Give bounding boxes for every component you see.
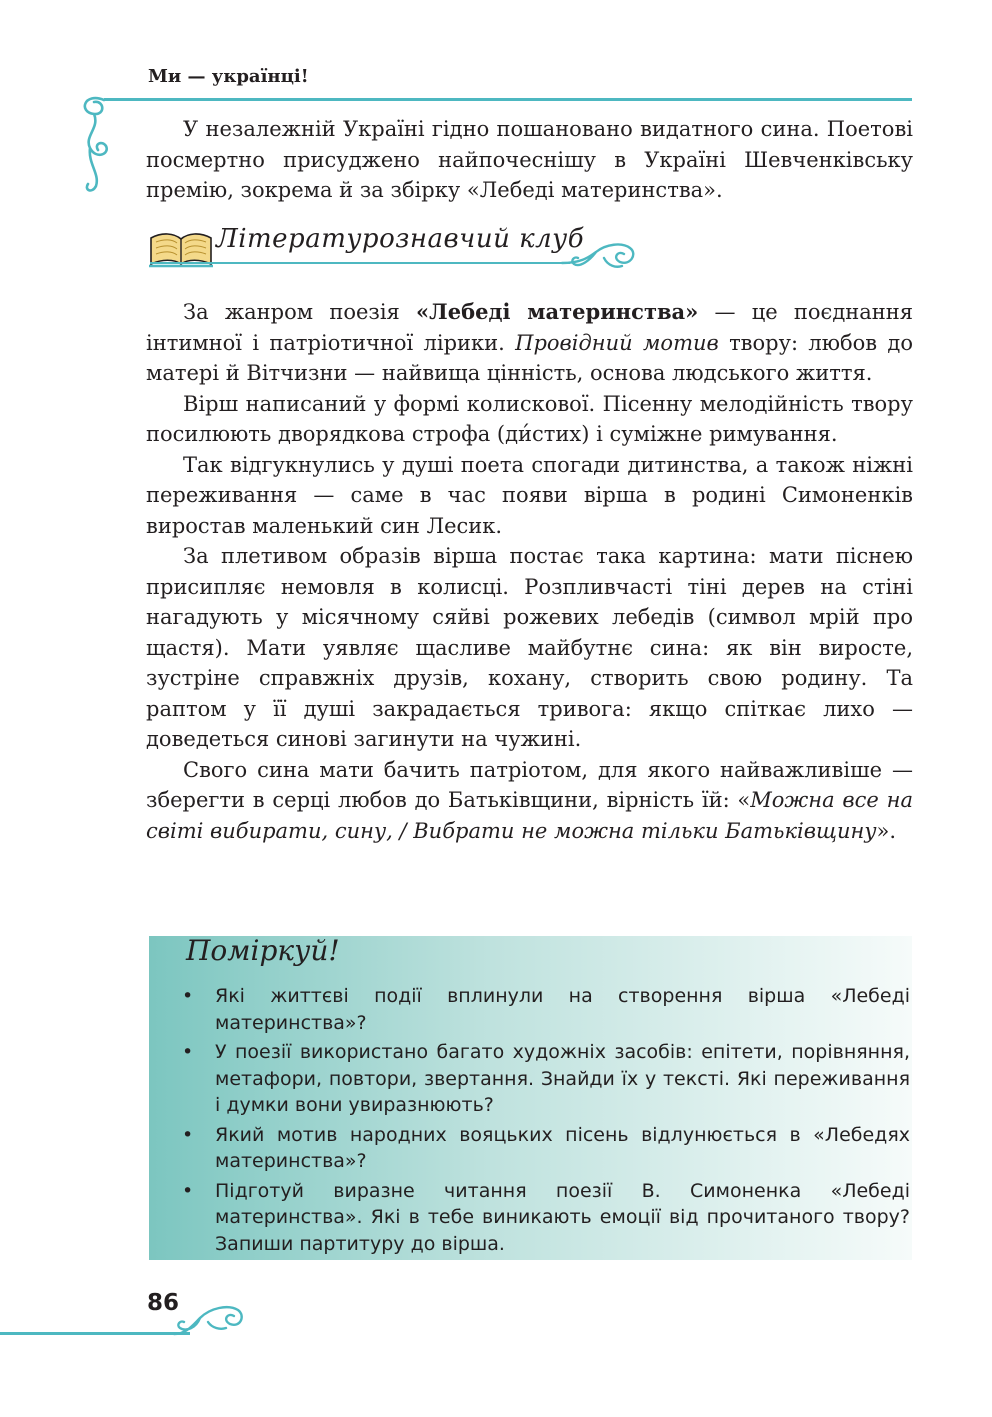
article-paragraph-2: Вірш написаний у формі колискової. Пісенну мелодійність твору посилюють дворядкова строфа (ди́стих) і суміжне римування. xyxy=(146,391,913,446)
intro-text xyxy=(146,114,913,206)
list-item xyxy=(180,983,910,1036)
club-swirl-ornament-icon xyxy=(560,236,642,274)
swirl-ornament-icon xyxy=(70,88,130,198)
think-title: Поміркуй! xyxy=(186,934,340,967)
footer-swirl-ornament-icon xyxy=(170,1298,250,1340)
list-item-text: Який мотив народних вояцьких пісень відлунюється в «Лебедях материнства»? xyxy=(215,1123,910,1172)
bullet: • xyxy=(182,985,194,1007)
quote-italic: Можна все на світі вибирати, сину, / Вибрати не можна тільки Батьківщину xyxy=(146,788,913,843)
footer-rule xyxy=(0,1332,190,1335)
list-item xyxy=(180,1122,910,1175)
list-item-text: Які життєві події вплинули на створення вірша «Лебеді материнства»? xyxy=(215,985,910,1034)
list-item xyxy=(180,1178,910,1258)
poem-title-bold: «Лебеді материнства» xyxy=(416,299,699,324)
article-paragraph-3: Так відгукнулись у душі поета спогади дитинства, а також ніжні переживання — саме в час появи вірша в родині Симоненків виростав маленький син Лесик. xyxy=(146,452,913,538)
think-list xyxy=(180,983,910,1260)
list-item xyxy=(180,1039,910,1119)
bullet: • xyxy=(182,1041,194,1063)
article-paragraph-4: За плетивом образів вірша постає така картина: мати піснею присипляє немовля в колисці. Розпливчасті тіні дерев на стіні нагадують у місячному сяйві рожевих лебедів (символ мрій про щастя). Мати уявляє щасливе майбутнє сина: як він виросте, зустріне справжніх друзів, кохану, створить свою родину. Та раптом у її душі закрадається тривога: якщо спіткає лихо — доведеться синові загинути на чужині. xyxy=(146,544,913,751)
intro-paragraph: У незалежній Україні гідно пошановано видатного сина. Поетові посмертно присуджено найпочеснішу в Україні Шевченківську премію, зокрема й за збірку «Лебеді материнства». xyxy=(146,117,913,202)
text-run: твору: любов до матері й Вітчизни — найвища цінність, основа людського життя. xyxy=(146,330,913,385)
page-number: 86 xyxy=(147,1290,180,1316)
term-italic: Провідний мотив xyxy=(515,330,719,355)
running-header: Ми — українці! xyxy=(148,66,309,87)
list-item-text: Підготуй виразне читання поезії В. Симоненка «Лебеді материнства». Які в тебе виникають емоції від прочитаного твору? Запиши партитуру до вірша. xyxy=(215,1179,910,1255)
article-paragraph-5 xyxy=(146,755,913,847)
article-text xyxy=(146,297,913,846)
text-run: За жанром поезія xyxy=(183,300,417,324)
header-rule xyxy=(104,98,912,101)
text-run: Свого сина мати бачить патріотом, для якого найважливіше — зберегти в серці любов до Батьківщини, вірність їй: « xyxy=(146,757,913,812)
text-run: — це поєднання інтимної і патріотичної лірики. xyxy=(146,300,914,355)
bullet: • xyxy=(182,1179,194,1202)
article-paragraph-1 xyxy=(146,297,913,389)
list-item-text: У поезії використано багато художніх засобів: епітети, порівняння, метафори, повтори, звертання. Знайди їх у тексті. Які переживання і думки вони увиразнюють? xyxy=(215,1041,910,1116)
club-heading: Літературознавчий клуб xyxy=(216,224,585,254)
bullet: • xyxy=(182,1123,194,1146)
text-run: ». xyxy=(876,818,897,843)
club-rule xyxy=(150,262,570,264)
